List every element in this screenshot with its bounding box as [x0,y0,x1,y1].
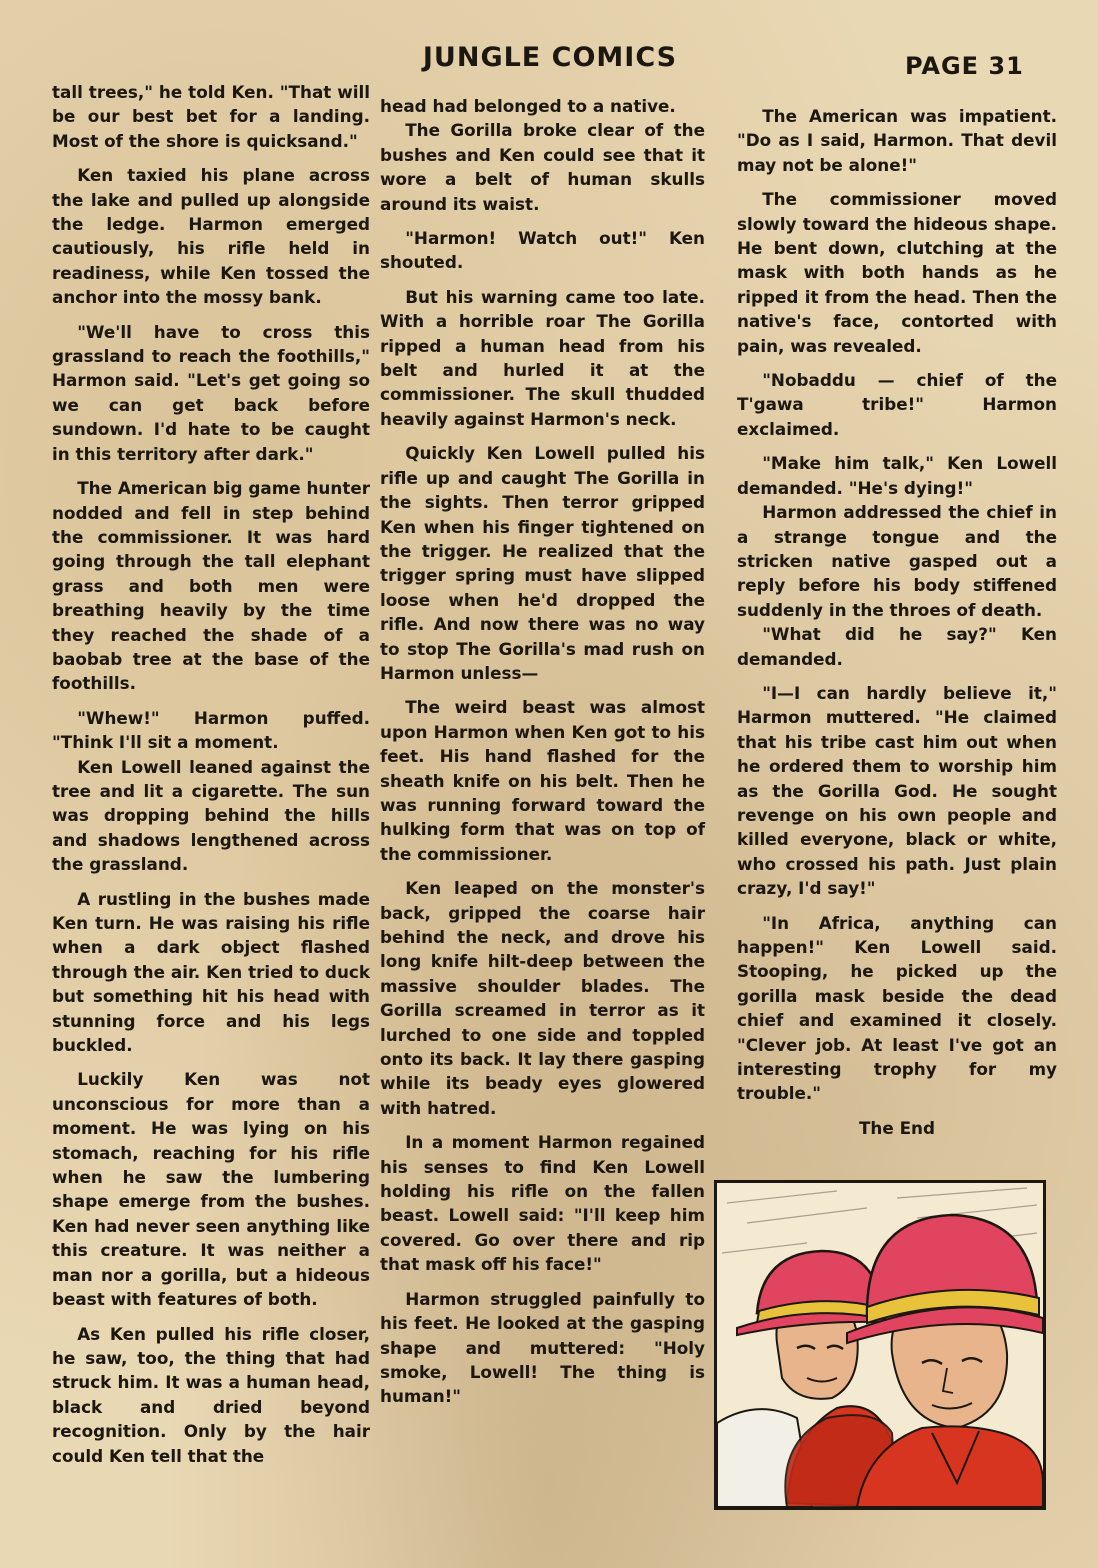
paragraph: "Nobaddu — chief of the T'gawa tribe!" Harmon exclaimed. [737,370,1057,439]
paragraph: Ken taxied his plane across the lake and pulled up alongside the ledge. Harmon emerged cautiously, his rifle held in readiness, while Ken tossed the anchor into the mossy bank. [52,165,370,308]
the-end-caption: The End [858,1117,936,1138]
text-column-1 [52,80,370,1478]
paragraph: The weird beast was almost upon Harmon when Ken got to his feet. His hand flashed for the sheath knife on his belt. Then he was running forward toward the hulking form that was on top of the commissioner. [380,697,705,864]
text-column-3 [737,104,1057,1140]
paragraph: "Whew!" Harmon puffed. "Think I'll sit a moment. [52,707,370,753]
paragraph: The American big game hunter nodded and fell in step behind the commissioner. It was hard going through the tall elephant grass and both men were breathing heavily by the time they reached the shade of a baobab tree at the base of the foothills. [52,478,370,694]
paragraph: tall trees," he told Ken. "That will be our best bet for a landing. Most of the shore is quicksand." [52,82,370,151]
paragraph: "Make him talk," Ken Lowell demanded. "He's dying!" [737,453,1057,498]
paragraph: A rustling in the bushes made Ken turn. He was raising his rifle when a dark object flashed through the air. Ken tried to duck but something hit his head with stunning force and his legs buckled. [52,888,370,1056]
paragraph: "We'll have to cross this grassland to reach the foothills," Harmon said. "Let's get going so we can get back before sundown. I'd hate to be caught in this territory after dark." [52,321,370,464]
paragraph: The Gorilla broke clear of the bushes and Ken could see that it wore a belt of human skulls around its waist. [380,120,705,214]
paragraph: Luckily Ken was not unconscious for more than a moment. He was lying on his stomach, reaching for his rifle when he saw the lumbering shape emerge from the bushes. Ken had never seen anything like this creature. It was neither a man nor a gorilla, but a hideous beast with features of both. [52,1069,370,1310]
two-hunters-illustration [717,1183,1043,1507]
paragraph: The American was impatient. "Do as I said, Harmon. That devil may not be alone!" [737,106,1057,175]
page-number: PAGE 31 [905,52,1024,80]
magazine-title: JUNGLE COMICS [422,42,678,73]
paragraph: "Harmon! Watch out!" Ken shouted. [380,228,705,273]
comic-panel-illustration [714,1180,1046,1510]
paragraph: But his warning came too late. With a horrible roar The Gorilla ripped a human head from his belt and hurled it at the commissioner. The skull thudded heavily against Harmon's neck. [380,286,705,429]
paragraph: "What did he say?" Ken demanded. [737,624,1057,669]
paragraph: In a moment Harmon regained his senses to find Ken Lowell holding his rifle on the fallen beast. Lowell said: "I'll keep him covered. Go over there and rip that mask off his face!" [380,1132,705,1275]
paragraph: Harmon struggled painfully to his feet. He looked at the gasping shape and muttered: "Holy smoke, Lowell! The thing is human!" [380,1288,705,1407]
paragraph: Harmon addressed the chief in a strange tongue and the stricken native gasped out a reply before his body stiffened suddenly in the throes of death. [737,502,1057,620]
paragraph: As Ken pulled his rifle closer, he saw, too, the thing that had struck him. It was a human head, black and dried beyond recognition. Only by the hair could Ken tell that the [52,1323,370,1466]
paragraph: Ken Lowell leaned against the tree and lit a cigarette. The sun was dropping behind the hills and shadows lengthened across the grassland. [52,756,370,875]
paragraph: Ken leaped on the monster's back, gripped the coarse hair behind the neck, and drove his long knife hilt-deep between the massive shoulder blades. The Gorilla screamed in terror as it lurched to one side and toppled onto its back. It lay there gasping while its beady eyes glowered with hatred. [380,878,705,1118]
paragraph: The commissioner moved slowly toward the hideous shape. He bent down, clutching at the mask with both hands as he ripped it from the head. Then the native's face, contorted with pain, was revealed. [737,189,1057,356]
paragraph: "I—I can hardly believe it," Harmon muttered. "He claimed that his tribe cast him out when he ordered them to worship him as the Gorilla God. He sought revenge on his own people and killed everyone, black or white, who crossed his path. Just plain crazy, I'd say!" [737,682,1057,899]
paragraph: "In Africa, anything can happen!" Ken Lowell said. Stooping, he picked up the gorilla mask beside the dead chief and examined it closely. "Clever job. At least I've got an interesting trophy for my trouble." [737,912,1057,1104]
paragraph: head had belonged to a native. [380,96,676,116]
paragraph: Quickly Ken Lowell pulled his rifle up and caught The Gorilla in the sights. Then terror gripped Ken when his finger tightened on the trigger. He realized that the trigger spring must have slipped loose when he'd dropped the rifle. And now there was no way to stop The Gorilla's mad rush on Harmon unless— [380,443,705,683]
text-column-2 [380,94,705,1419]
